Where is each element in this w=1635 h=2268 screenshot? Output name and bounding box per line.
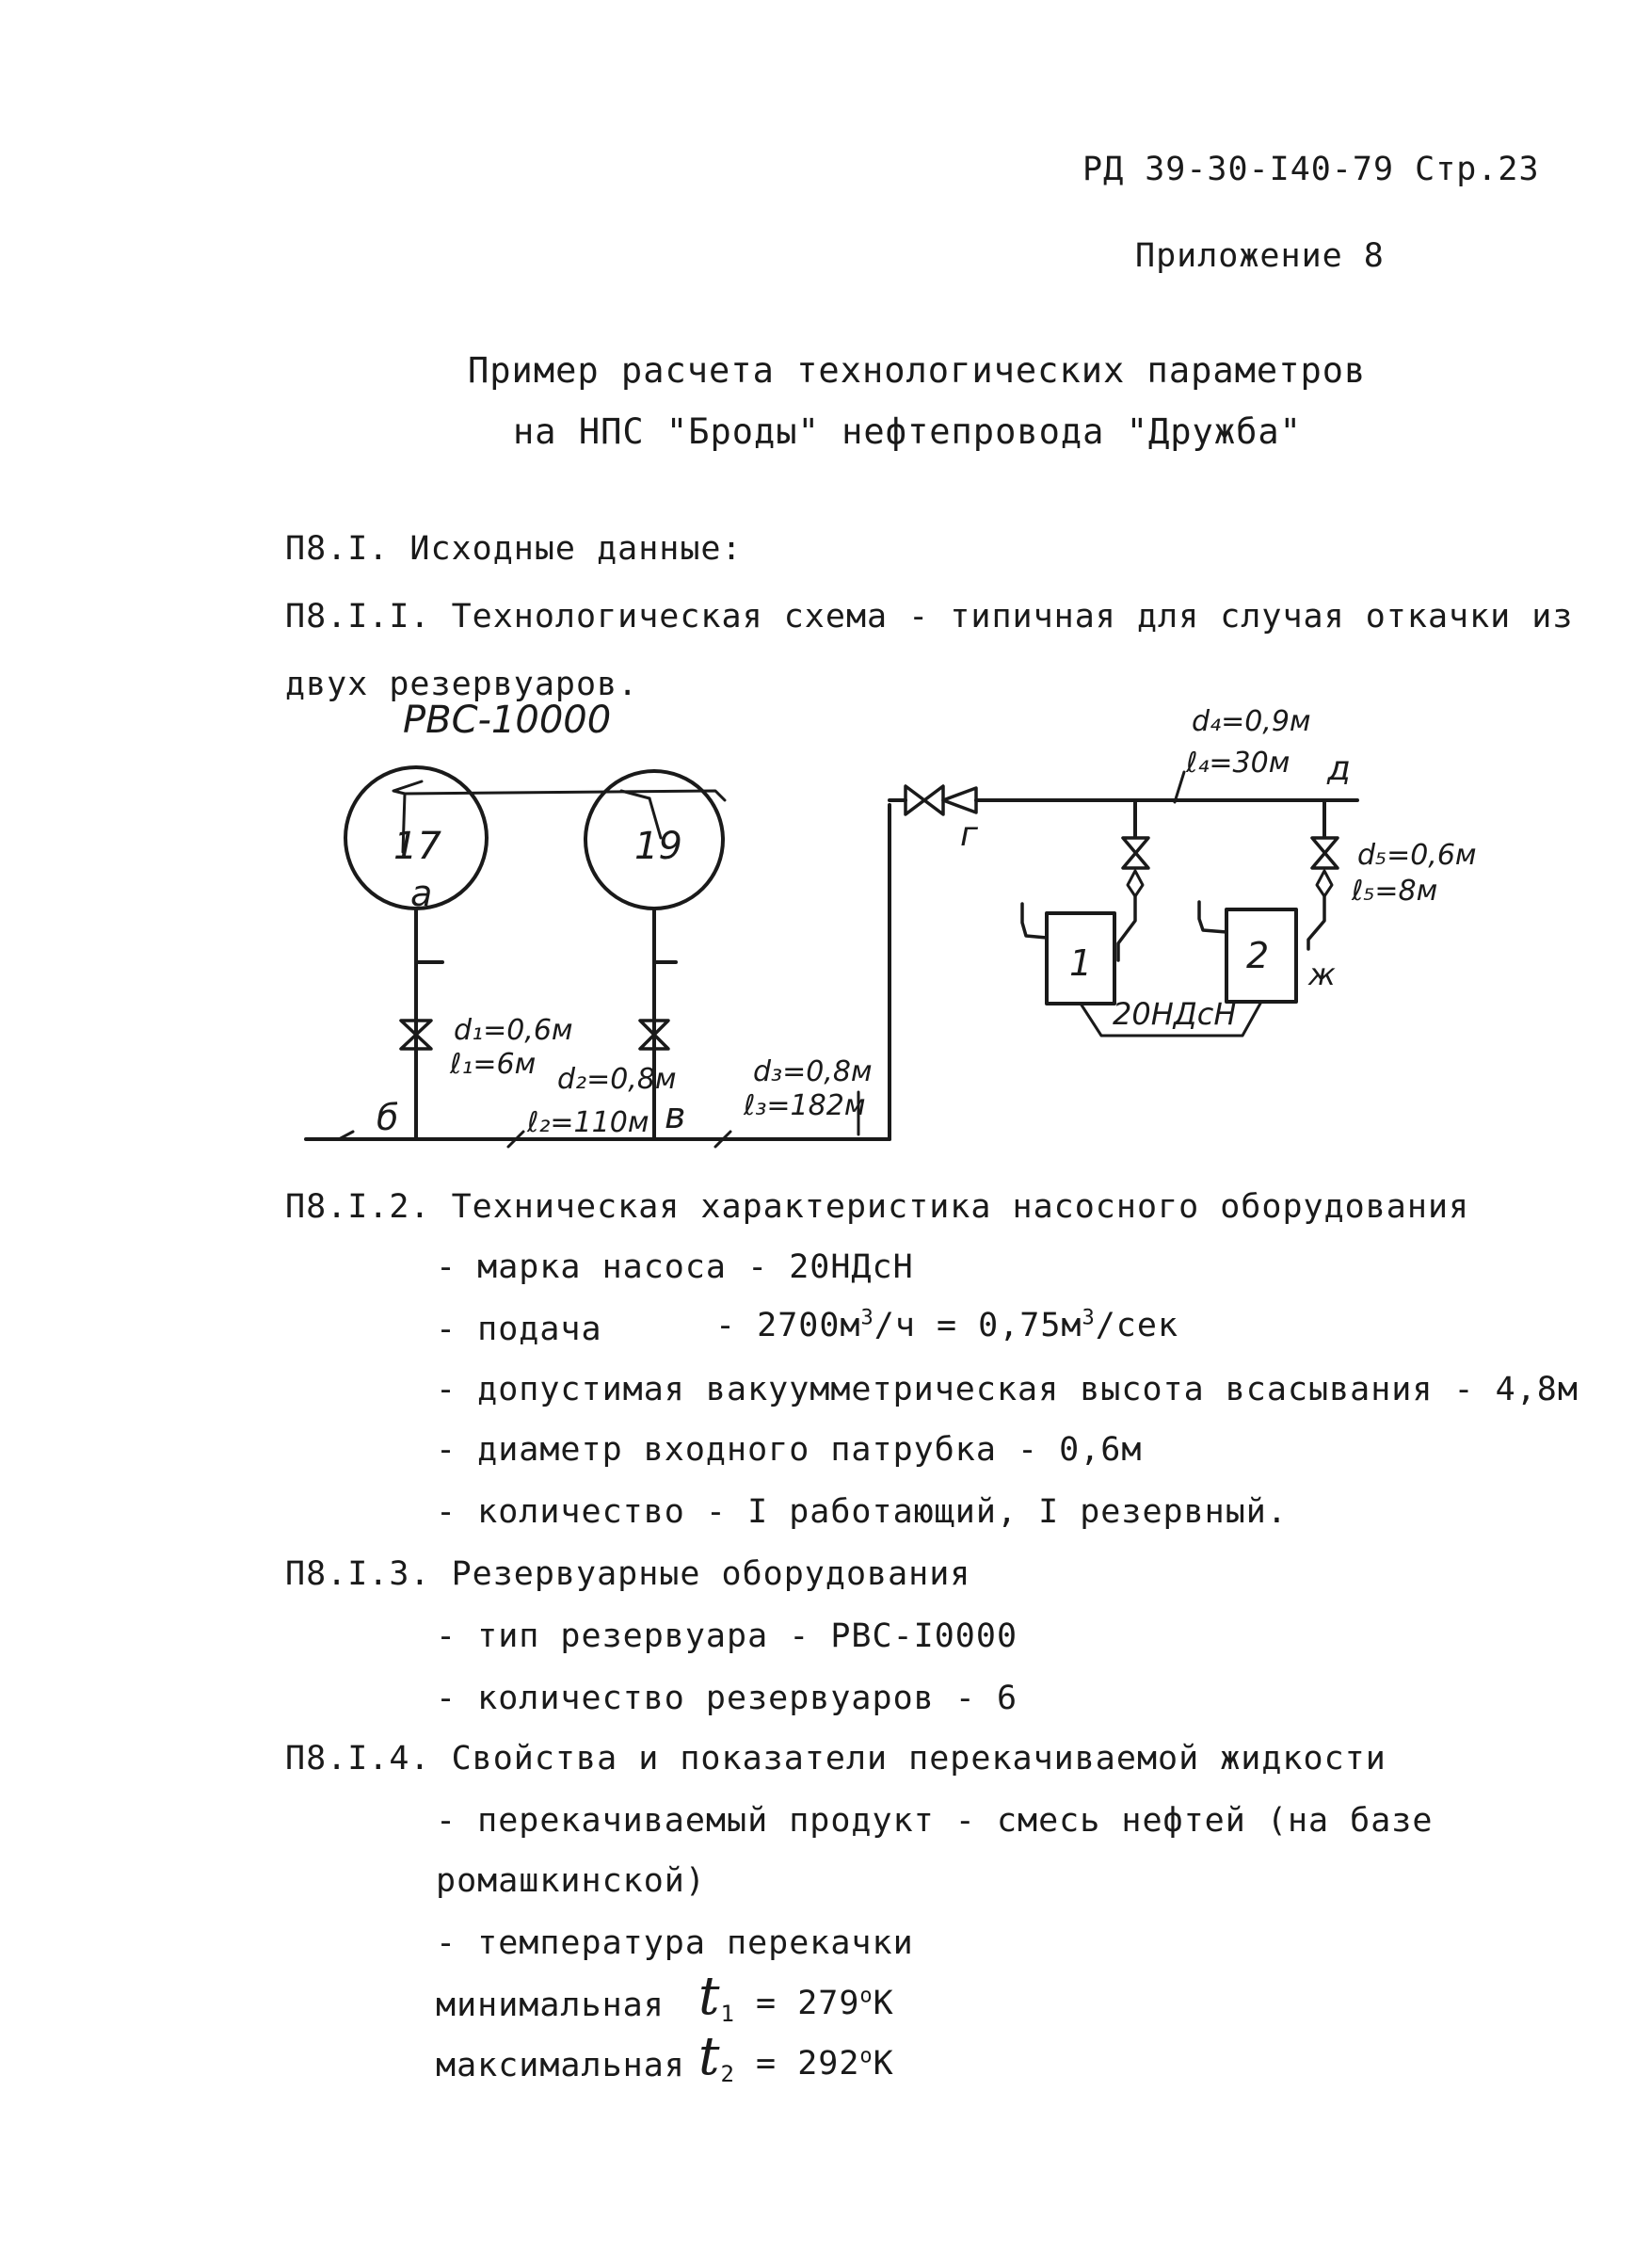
tank-count: - количество резервуаров - 6: [436, 1680, 1018, 1717]
d3-label: d₃=0,8м: [753, 1055, 873, 1088]
min-temp-formula: $t_1 = 279^oK$: [698, 1966, 894, 2027]
l5-label: ℓ₅=8м: [1352, 875, 1438, 908]
valve-pump-2: [1312, 838, 1338, 868]
pump-2-label: 2: [1246, 935, 1270, 976]
d1-label: d₁=0,6м: [454, 1014, 573, 1047]
valve-pump-1: [1123, 838, 1148, 868]
valve-g-left: [906, 786, 943, 814]
tank-17-label: 17: [393, 825, 441, 868]
l1-label: ℓ₁=6м: [450, 1048, 537, 1081]
product-line-1: - перекачиваемый продукт - смесь нефтей (на базе: [436, 1802, 1434, 1840]
pump-type-label: 20НДсН: [1113, 996, 1237, 1032]
section-heading-liquid-properties: П8.I.4. Свойства и показатели перекачиваемой жидкости: [285, 1740, 1387, 1777]
l2-label: ℓ₂=110м: [527, 1106, 649, 1139]
max-temp-formula: $t_2 = 292^oK$: [698, 2026, 894, 2087]
page-title-line-1: Пример расчета технологических параметров: [468, 350, 1367, 391]
d2-label: d₂=0,8м: [557, 1063, 677, 1096]
point-v-label: в: [665, 1095, 686, 1136]
d4-label: d₄=0,9м: [1192, 705, 1311, 738]
page-title-line-2: на НПС "Броды" нефтепровода "Дружба": [513, 411, 1302, 452]
pump-vacuum-height: - допустимая вакуумметрическая высота всасывания - 4,8м: [436, 1371, 1579, 1408]
paragraph-scheme-line-2: двух резервуаров.: [285, 666, 639, 703]
product-line-2: ромашкинской): [436, 1862, 706, 1900]
l3-label: ℓ₃=182м: [744, 1089, 866, 1122]
point-a-label: а: [410, 873, 433, 914]
appendix-label: Приложение 8: [1135, 237, 1385, 275]
tank-19-label: 19: [634, 825, 682, 868]
point-b-label: б: [377, 1097, 399, 1138]
d5-label: d₅=0,6м: [1357, 839, 1477, 872]
doc-reference: РД 39-30-I40-79 Стр.23: [1082, 151, 1540, 188]
paragraph-scheme-line-1: П8.I.I. Технологическая схема - типичная для случая откачки из: [285, 598, 1574, 635]
pump-inlet-diameter: - диаметр входного патрубка - 0,6м: [436, 1431, 1143, 1469]
min-temp-label: минимальная: [436, 1987, 665, 2024]
tank-label-bracket: [393, 781, 725, 800]
point-d-label: д: [1327, 749, 1351, 788]
pump-1-label: 1: [1069, 942, 1093, 984]
pump-feed-label: - подача: [436, 1311, 602, 1348]
pump-quantity: - количество - I работающий, I резервный.: [436, 1493, 1288, 1531]
section-heading-tank-equipment: П8.I.3. Резервуарные оборудования: [285, 1555, 971, 1593]
point-g-label: г: [960, 815, 978, 854]
l4-label: ℓ₄=30м: [1186, 747, 1290, 780]
point-zh-label: ж: [1308, 957, 1336, 992]
section-heading-initial-data: П8.I. Исходные данные:: [285, 530, 743, 568]
max-temp-label: максимальная: [436, 2047, 685, 2084]
technological-scheme-diagram: [282, 697, 1525, 1186]
pumping-temperature: - температура перекачки: [436, 1924, 914, 1962]
pump-feed-value: - $2700м^3/ч = 0,75м^3/сек$: [715, 1306, 1179, 1344]
tank-type: - тип резервуара - РВС-I0000: [436, 1617, 1018, 1655]
pump-brand: - марка насоса - 20НДсН: [436, 1248, 914, 1286]
valve-g-right: [943, 788, 976, 812]
tank-type-label: РВС-10000: [403, 699, 612, 742]
section-heading-pump-specs: П8.I.2. Техническая характеристика насосного оборудования: [285, 1188, 1470, 1226]
